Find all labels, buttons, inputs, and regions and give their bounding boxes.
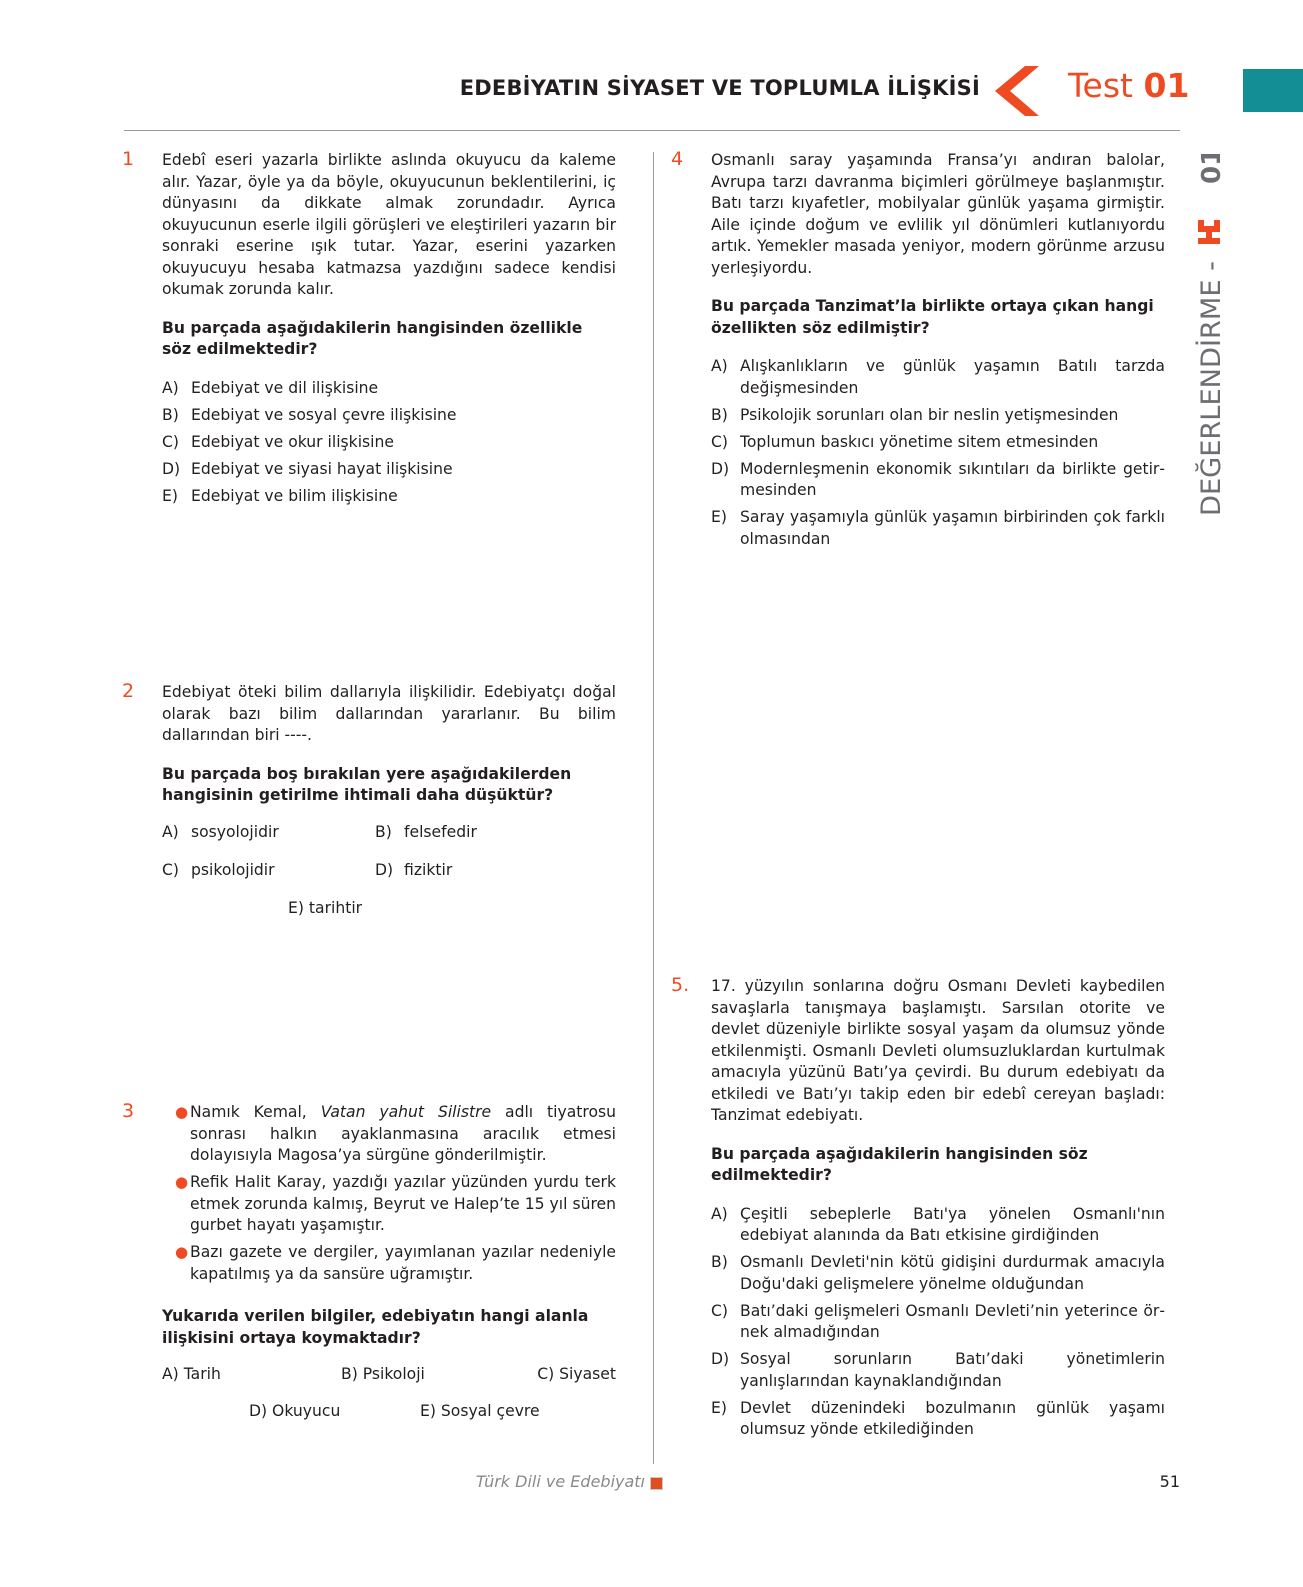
question-4-stem: Bu parçada Tanzimat’la birlikte ortaya çıkan hangi özellikten söz edilmiştir? [711,297,1154,337]
option-e[interactable]: E) Saray yaşamıyla günlük yaşamın birbirinden çok farklı olmasından [711,508,1165,548]
option-c[interactable]: C) Edebiyat ve okur ilişkisine [162,432,394,451]
bullet-dot-icon: ● [175,1103,189,1121]
question-2-stem: Bu parçada boş bırakılan yere aşağıdakilerden hangisinin getirilme ihtimali daha düşüktür? [162,764,572,804]
option-d[interactable]: D) Modernleşmenin ekonomik sıkıntıları da birlikte getirmesinden [711,459,1165,499]
q2-option-e[interactable]: E) tarihtir [288,899,363,917]
option-a[interactable]: A) Alışkanlıkların ve günlük yaşamın Batılı tarzda değişmesinden [711,357,1165,397]
question-4 [711,150,1165,550]
question-4-number: 4 [671,148,684,170]
q2-option-c[interactable]: C) psikolojidir [162,861,275,879]
side-number: 01 [1197,154,1227,184]
bullet-item: ● Bazı gazete ve dergiler, yayımlanan yazılar nedeniyle kapatılmış ya da sansüre uğramıştır. [175,1242,616,1285]
question-5-passage: 17. yüzyılın sonlarına doğru Osmanı Devleti kaybedilen savaşlarla tanışmaya başlamıştı. Sarsılan otorite ve devlet düzeniyle birlikte sosyal yaşam da olumsuz yönde etkilenmişti. Osmanlı Devleti olumsuzluklardan kurtulmak amacıyla yüzünü Batı’ya çevirdi. Bu durum edebiyatı da etkiledi ve Batı’yı takip eden bir edebî cereyan başladı: Tanzimat edebiyatı. [711,977,1165,1124]
footer-square-icon [650,1477,663,1490]
option-b[interactable]: B) Psikolojik sorunları olan bir neslin yetişmesinden [711,405,1119,424]
question-1-stem: Bu parçada aşağıdakilerin hangisinden özellikle söz edilmektedir? [162,318,583,358]
q3-option-c[interactable]: C) Siyaset [537,1365,616,1383]
bullet-item: ● Refik Halit Karay, yazdığı yazılar yüzünden yurdu terk etmek zorunda kalmış, Beyrut ve Halep’te 15 yıl süren gurbet hayatı yaşamıştır. [175,1172,616,1237]
question-5-number: 5. [671,974,690,996]
side-word: DEĞERLENDİRME - [1196,262,1227,516]
option-d[interactable]: D) Sosyal sorunların Batı’daki yönetimlerin yanlışlarından kaynaklandığından [711,1350,1165,1390]
q3-option-d[interactable]: D) Okuyucu [249,1402,341,1420]
column-divider [653,152,654,1464]
option-c[interactable]: C) Batı’daki gelişmeleri Osmanlı Devleti’nin yeterince örnek almadığından [711,1301,1165,1341]
q2-option-d[interactable]: D) fiziktir [375,861,453,879]
question-3-stem: Yukarıda verilen bilgiler, edebiyatın hangi alanla ilişkisini ortaya koymaktadır? [162,1307,589,1347]
option-e[interactable]: E) Edebiyat ve bilim ilişkisine [162,486,398,505]
option-d[interactable]: D) Edebiyat ve siyasi hayat ilişkisine [162,459,453,478]
question-2-passage: Edebiyat öteki bilim dallarıyla ilişkilidir. Edebiyatçı doğal olarak bazı bilim dallarından yararlanır. Bu bilim dallarından biri ----. [162,683,616,744]
question-5 [711,976,1165,1441]
teal-tab [1243,69,1303,112]
option-b[interactable]: B) Edebiyat ve sosyal çevre ilişkisine [162,405,457,424]
footer-subject: Türk Dili ve Edebiyatı [475,1472,645,1491]
question-1-passage: Edebî eseri yazarla birlikte aslında okuyucu da kaleme alır. Yazar, öyle ya da böyle, okuyucunun beklentilerini, iç dünyasını da dikkate almak zorundadır. Ayrıca okuyucunun eserle ilgili görüşleri ve eleştirileri yazarın bir sonraki eserine ışık tutar. Yazar, eserini yazarken okuyucuyu hesaba katmazsa yazdığını sadece kendisi okumak zorunda kalır. [162,151,616,298]
question-3-number: 3 [122,1100,135,1122]
question-5-stem: Bu parçada aşağıdakilerin hangisinden söz edilmektedir? [711,1144,1088,1184]
page-number: 51 [1159,1472,1180,1491]
q3-option-a[interactable]: A) Tarih [162,1365,221,1383]
option-c[interactable]: C) Toplumun baskıcı yönetime sitem etmesinden [711,432,1099,451]
bullet-dot-icon: ● [175,1173,189,1191]
option-a[interactable]: A) Edebiyat ve dil ilişkisine [162,378,379,397]
option-e[interactable]: E) Devlet düzenindeki bozulmanın günlük yaşamı olumsuz yönde etkilediğinden [711,1398,1165,1438]
question-4-options [711,356,1165,550]
bullet-item: ● Namık Kemal, Vatan yahut Silistre adlı tiyatrosu sonrası halkın ayaklanmasına aracılık etmesi dolayısıyla Magosa’ya sürgüne gönderilmiştir. [175,1102,616,1167]
question-3-bullets [175,1102,616,1285]
question-1-number: 1 [122,148,135,170]
q3-option-b[interactable]: B) Psikoloji [341,1365,425,1383]
option-a[interactable]: A) Çeşitli sebeplerle Batı'ya yönelen Osmanlı'nın edebiyat alanında da Batı etkisine girdiğinden [711,1204,1165,1244]
q2-option-a[interactable]: A) sosyolojidir [162,823,279,841]
question-2-number: 2 [122,680,135,702]
question-2 [162,682,616,807]
question-1-options [162,378,616,508]
q2-option-b[interactable]: B) felsefedir [375,823,477,841]
chevron-left-icon [995,66,1039,116]
test-number: 01 [1143,66,1190,105]
header-rule [124,130,1180,131]
option-b[interactable]: B) Osmanlı Devleti'nin kötü gidişini durdurmak amacıyla Doğu'daki gelişmelere yönelme olduğundan [711,1253,1165,1293]
side-label [1194,154,1230,524]
question-4-passage: Osmanlı saray yaşamında Fransa’yı andıran balolar, Avrupa tarzı davranma biçimleri görülmeye başlanmıştır. Batı tarzı kıyafetler, mobilyalar günlük yaşama girmiştir. Aile içinde doğum ve evlilik yıl dönümleri kutlanıyordu artık. Yemekler masada yeniyor, modern görünme arzusu yerleşiyordu. [711,151,1165,277]
page-title: EDEBİYATIN SİYASET VE TOPLUMLA İLİŞKİSİ [459,76,980,100]
q3-option-e[interactable]: E) Sosyal çevre [420,1402,540,1420]
test-label [1068,66,1189,105]
question-1 [162,150,616,507]
fasikul-logo-icon [1198,220,1220,244]
bullet-dot-icon: ● [175,1243,189,1261]
test-word: Test [1068,66,1133,105]
question-5-options [711,1204,1165,1441]
